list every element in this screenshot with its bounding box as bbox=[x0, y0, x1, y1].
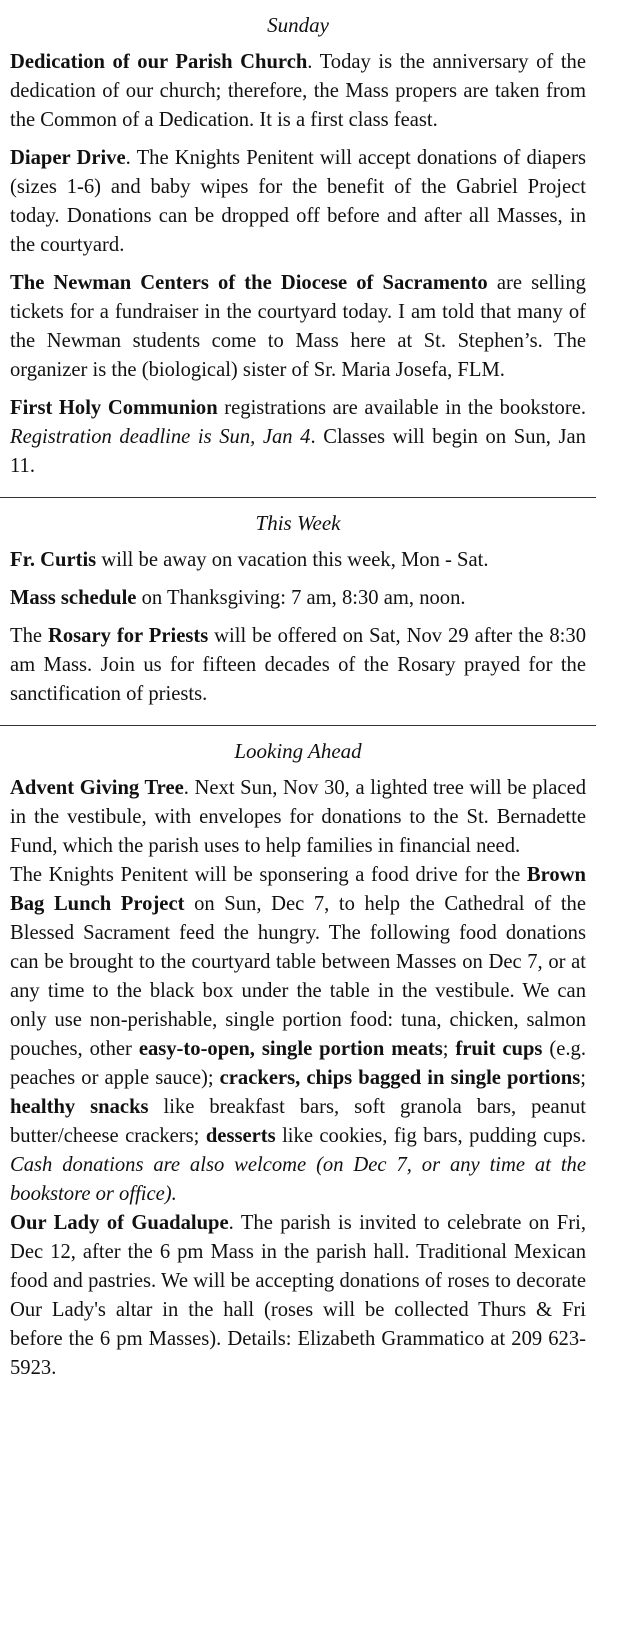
this-week-section bbox=[0, 510, 596, 709]
dedication-text: . Today is the anniversary of the dedication of our church; therefore, the Mass propers are taken from the Common of a Dedication. It is a first class feast. bbox=[10, 51, 586, 131]
brown-bag-paragraph bbox=[10, 861, 586, 1209]
curtis-text: will be away on vacation this week, Mon - Sat. bbox=[96, 549, 489, 571]
brown-bag-bold: desserts bbox=[205, 1125, 276, 1147]
advent-text: . Next Sun, Nov 30, a lighted tree will be placed in the vestibule, with envelopes for donations to the St. Bernadette Fund, which the parish uses to help families in financial need. bbox=[10, 777, 587, 857]
newman-text: are selling tickets for a fundraiser in the courtyard today. I am told that many of the Newman students come to Mass here at St. Stephen’s. The organizer is the (biological) sister of Sr. Maria Josefa, FLM. bbox=[10, 272, 586, 381]
mass-schedule-title: Mass schedule bbox=[10, 587, 137, 609]
brown-bag-bold: fruit cups bbox=[455, 1038, 543, 1060]
bulletin-page bbox=[0, 12, 596, 1383]
curtis-paragraph bbox=[10, 546, 586, 575]
mass-schedule-paragraph bbox=[10, 584, 586, 613]
communion-deadline: Registration deadline is Sun, Jan 4 bbox=[10, 426, 311, 448]
brown-bag-text: like breakfast bars, soft granola bars, peanut butter/cheese crackers; bbox=[10, 1096, 586, 1147]
brown-bag-bold: easy-to-open, single portion meats bbox=[138, 1038, 443, 1060]
communion-text-2: . Classes will begin on Sun, Jan 11. bbox=[10, 426, 586, 477]
brown-bag-text: ; bbox=[580, 1067, 587, 1089]
guadalupe-paragraph bbox=[10, 1209, 586, 1383]
looking-ahead-heading: Looking Ahead bbox=[234, 739, 362, 763]
guadalupe-text: . The parish is invited to celebrate on Fri, Dec 12, after the 6 pm Mass in the parish hall. Traditional Mexican food and pastries. We will be accepting donations of roses to decorate Our Lady's altar in the hall (roses will be collected Thurs & Fri before the 6 pm Masses). Details: Elizabeth Grammatico at 209 623- 5923. bbox=[10, 1212, 586, 1379]
brown-bag-text: like cookies, fig bars, pudding cups. bbox=[275, 1125, 586, 1147]
rosary-pre: The bbox=[10, 625, 48, 647]
mass-schedule-text: on Thanksgiving: 7 am, 8:30 am, noon. bbox=[136, 587, 466, 609]
brown-bag-text: The Knights Penitent will be sponsering a food drive for the bbox=[10, 864, 527, 886]
communion-text-1: registrations are available in the bookstore. bbox=[217, 397, 586, 419]
rosary-title: Rosary for Priests bbox=[47, 625, 209, 647]
communion-paragraph bbox=[10, 394, 586, 481]
brown-bag-text: on Sun, Dec 7, to help the Cathedral of the Blessed Sacrament feed the hungry. The following food donations can be brought to the courtyard table between Masses on Dec 7, or at any time to the black box under the table in the vestibule. We can only use non-perishable, single portion food: tuna, chicken, salmon pouches, other bbox=[10, 893, 586, 1060]
rosary-text: will be offered on Sat, Nov 29 after the 8:30 am Mass. Join us for fifteen decades of the Rosary prayed for the sanctification of priests. bbox=[10, 625, 586, 705]
brown-bag-bold: healthy snacks bbox=[10, 1096, 149, 1118]
diaper-drive-text: . The Knights Penitent will accept donations of diapers (sizes 1-6) and baby wipes for the benefit of the Gabriel Project today. Donations can be dropped off before and after all Masses, in the courtyard. bbox=[10, 147, 586, 256]
brown-bag-title: Brown Bag Lunch Project bbox=[10, 864, 586, 915]
sunday-section bbox=[0, 12, 596, 481]
advent-title: Advent Giving Tree bbox=[10, 777, 184, 799]
newman-paragraph bbox=[10, 269, 586, 385]
diaper-drive-title: Diaper Drive bbox=[10, 147, 126, 169]
dedication-title: Dedication of our Parish Church bbox=[10, 51, 308, 73]
guadalupe-title: Our Lady of Guadalupe bbox=[10, 1212, 229, 1234]
brown-bag-text: (e.g. peaches or apple sauce); bbox=[10, 1038, 586, 1089]
communion-title: First Holy Communion bbox=[10, 397, 218, 419]
dedication-paragraph bbox=[10, 48, 586, 135]
rosary-paragraph bbox=[10, 622, 586, 709]
curtis-title: Fr. Curtis bbox=[10, 549, 97, 571]
brown-bag-bold: crackers, chips bagged in single portions bbox=[219, 1067, 581, 1089]
advent-paragraph bbox=[10, 774, 586, 861]
section-divider bbox=[0, 497, 596, 498]
looking-ahead-section bbox=[0, 738, 596, 1383]
this-week-heading: This Week bbox=[255, 511, 341, 535]
section-divider bbox=[0, 725, 596, 726]
sunday-heading: Sunday bbox=[267, 13, 329, 37]
diaper-drive-paragraph bbox=[10, 144, 586, 260]
brown-bag-text: ; bbox=[442, 1038, 456, 1060]
brown-bag-italic: Cash donations are also welcome (on Dec 7, or any time at the bookstore or office). bbox=[10, 1154, 586, 1205]
newman-title: The Newman Centers of the Diocese of Sacramento bbox=[10, 272, 488, 294]
